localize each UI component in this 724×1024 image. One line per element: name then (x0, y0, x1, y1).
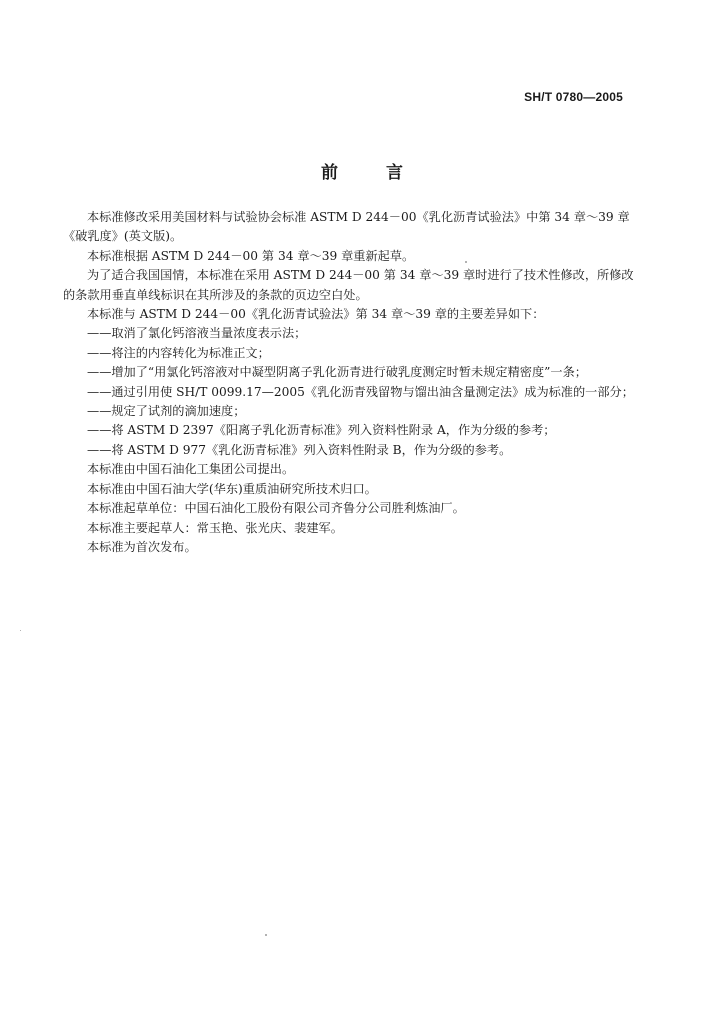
title-char-2: 言 (386, 163, 403, 183)
paragraph-technical-centralization: 本标准由中国石油大学(华东)重质油研究所技术归口。 (87, 481, 377, 496)
list-item-difference-6: ——将 ASTM D 2397《阳离子乳化沥青标准》列入资料性附录 A，作为分级的参考； (87, 423, 556, 438)
title-char-1: 前 (321, 163, 338, 183)
paragraph-drafting-basis: 本标准根据 ASTM D 244－00 第 34 章～39 章重新起草。 (87, 248, 415, 263)
standard-code: SH/T 0780—2005 (524, 90, 623, 104)
scan-speck (20, 630, 21, 631)
foreword-body (63, 208, 636, 557)
list-item-difference-5: ——规定了试剂的滴加速度； (87, 404, 246, 419)
paragraph-drafting-unit: 本标准起草单位：中国石油化工股份有限公司齐鲁分公司胜利炼油厂。 (87, 501, 465, 516)
paragraph-drafters: 本标准主要起草人：常玉艳、张光庆、裴建军。 (87, 520, 343, 535)
paragraph-differences-intro: 本标准与 ASTM D 244－00《乳化沥青试验法》第 34 章～39 章的主要差异如下： (87, 307, 545, 322)
paragraph-adoption: 本标准修改采用美国材料与试验协会标准 ASTM D 244－00《乳化沥青试验法》中第 34 章～39 章《破乳度》(英文版)。 (63, 210, 630, 244)
scan-speck (265, 934, 267, 936)
list-item-difference-7: ——将 ASTM D 977《乳化沥青标准》列入资料性附录 B，作为分级的参考。 (87, 442, 512, 457)
paragraph-proposer: 本标准由中国石油化工集团公司提出。 (87, 462, 295, 477)
list-item-difference-4: ——通过引用使 SH/T 0099.17—2005《乳化沥青残留物与馏出油含量测定法》成为标准的一部分； (87, 384, 634, 399)
page-title (0, 158, 724, 183)
paragraph-technical-modification: 为了适合我国国情，本标准在采用 ASTM D 244－00 第 34 章～39 章时进行了技术性修改，所修改的条款用垂直单线标识在其所涉及的条款的页边空白处。 (63, 268, 634, 302)
paragraph-first-release: 本标准为首次发布。 (87, 539, 197, 554)
list-item-difference-3: ——增加了“用氯化钙溶液对中凝型阴离子乳化沥青进行破乳度测定时暂未规定精密度”一条； (87, 365, 587, 380)
scan-speck (465, 261, 467, 263)
list-item-difference-1: ——取消了氯化钙溶液当量浓度表示法； (87, 326, 307, 341)
list-item-difference-2: ——将注的内容转化为标准正文； (87, 345, 270, 360)
